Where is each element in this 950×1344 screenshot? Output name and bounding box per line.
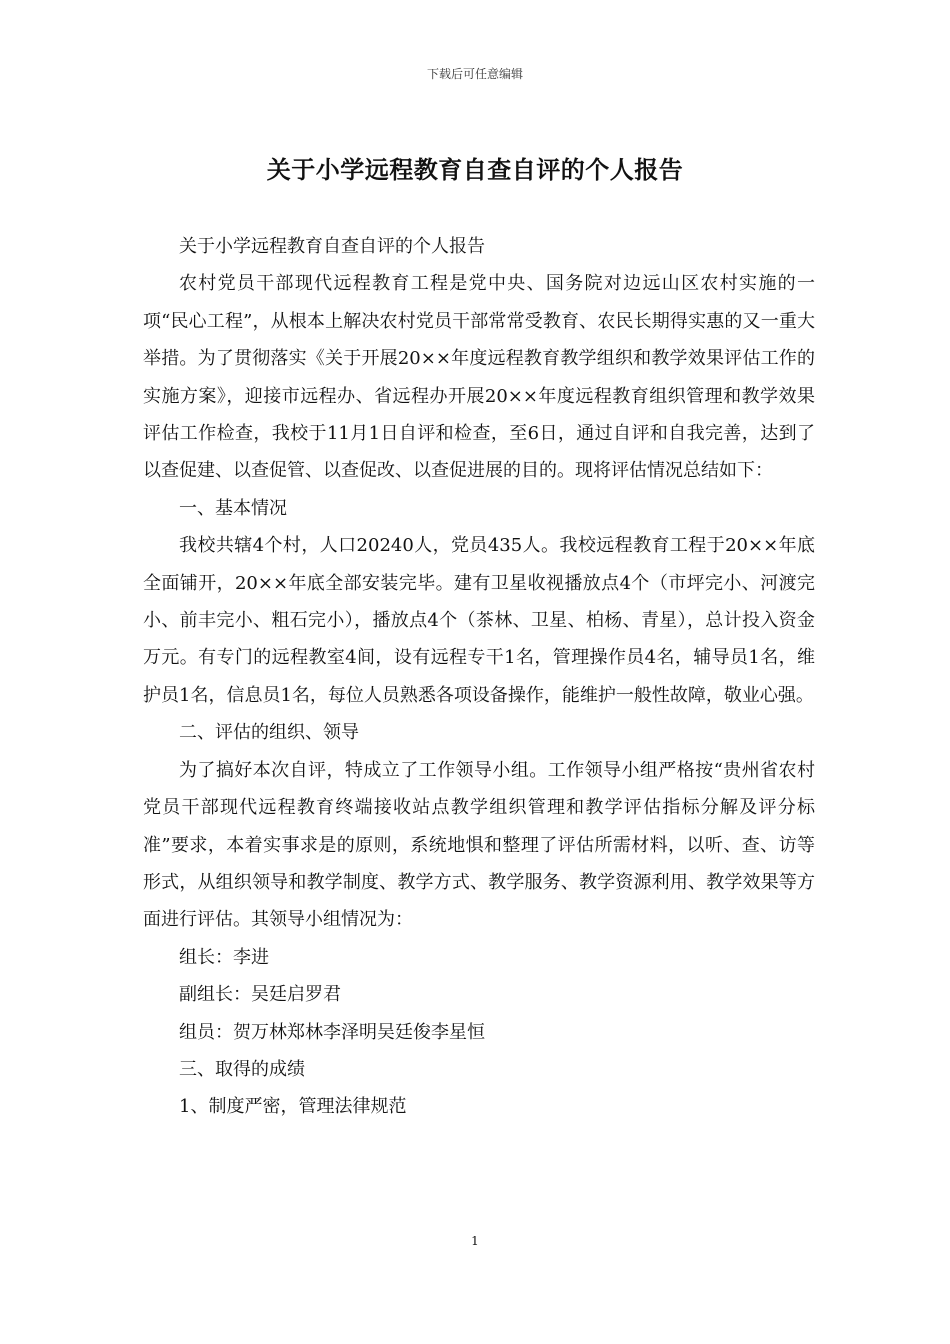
section-heading-achievements: 三、取得的成绩 (179, 1058, 305, 1080)
paragraph-subtitle: 关于小学远程教育自查自评的个人报告 (179, 236, 485, 257)
header-note: 下载后可任意编辑 (426, 67, 523, 81)
section-heading-organization: 二、评估的组织、领导 (179, 722, 359, 744)
group-members: 组员：贺万林郑林李泽明吴廷俊李星恒 (179, 1021, 485, 1043)
group-leader: 组长：李进 (179, 946, 269, 968)
paragraph-organization: 为了搞好本次自评，特成立了工作领导小组。工作领导小组严格按“贵州省农村党员干部现代远程教育终端接收站点教学组织管理和教学评估指标分解及评分标准”要求，本着实事求是的原则，系统地惧和整理了评估所需材料，以听、查、访等形式，从组织领导和教学制度、教学方式、教学服务、教学资源利用、教学效果等方面进行评估。其领导小组情况为： (143, 759, 815, 931)
group-deputy-leader: 副组长：吴廷启罗君 (179, 984, 341, 1006)
section-heading-basic-situation: 一、基本情况 (179, 497, 287, 519)
paragraph-intro: 农村党员干部现代远程教育工程是党中央、国务院对边远山区农村实施的一项“民心工程”，从根本上解决农村党员干部常常受教育、农民长期得实惠的又一重大举措。为了贯彻落实《关于开展20××年度远程教育教学组织和教学效果评估工作的实施方案》，迎接市远程办、省远程办开展20××年度远程教育组织管理和教学效果评估工作检查，我校于11月1日自评和检查，至6日，通过自评和自我完善，达到了以查促建、以查促管、以查促改、以查促进展的目的。现将评估情况总结如下： (143, 273, 815, 482)
paragraph-basic-situation: 我校共辖4个村，人口20240人，党员435人。我校远程教育工程于20××年底全面铺开，20××年底全部安装完毕。建有卫星收视播放点4个（市坪完小、河渡完小、前丰完小、粗石完小），播放点4个（茶林、卫星、柏杨、青星），总计投入资金万元。有专门的远程教室4间，设有远程专干1名，管理操作员4名，辅导员1名，维护员1名，信息员1名，每位人员熟悉各项设备操作，能维护一般性故障，敬业心强。 (143, 535, 815, 706)
page-number: 1 (471, 1234, 479, 1248)
subsection-heading-rules: 1、制度严密，管理法律规范 (179, 1096, 407, 1118)
document-title: 关于小学远程教育自查自评的个人报告 (266, 155, 684, 184)
document-body (143, 228, 815, 1126)
